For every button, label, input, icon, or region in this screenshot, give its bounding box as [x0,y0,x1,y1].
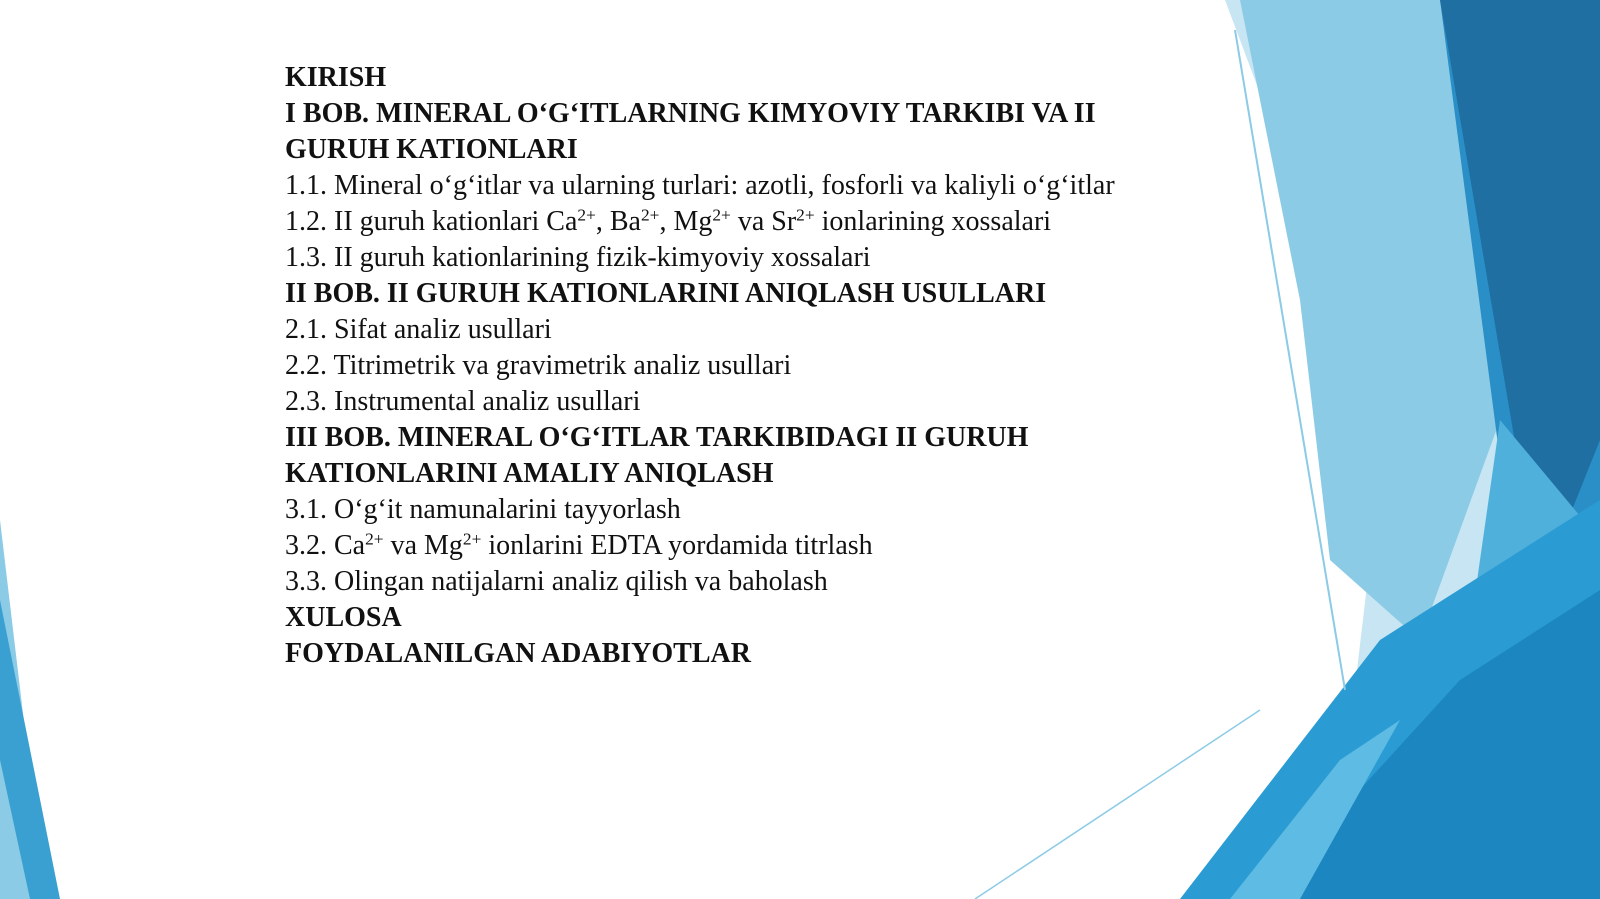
toc-section-1-1: 1.1. Mineral o‘g‘itlar va ularning turlari: azotli, fosforli va kaliyli o‘g‘itlar [285,170,1115,201]
toc-xulosa: XULOSA [285,602,402,633]
toc-references: FOYDALANILGAN ADABIYOTLAR [285,638,751,669]
toc-section-3-2-text: 3.2. Ca [285,530,366,561]
charge-superscript: 2+ [365,529,384,549]
charge-superscript: 2+ [577,205,596,225]
toc-chapter-2-title: II BOB. II GURUH KATIONLARINI ANIQLASH USULLARI [285,278,1047,309]
charge-superscript: 2+ [712,205,731,225]
toc-section-3-2 [285,528,1215,564]
toc-chapter-1-title-line-2: GURUH KATIONLARI [285,134,578,165]
toc-section-1-2-text: , Ba [595,206,641,237]
toc-chapter-3-title-line-1: III BOB. MINERAL O‘G‘ITLAR TARKIBIDAGI II GURUH [285,422,1029,453]
table-of-contents [285,60,1215,672]
charge-superscript: 2+ [796,205,815,225]
toc-chapter-1-title-line-1: I BOB. MINERAL O‘G‘ITLARNING KIMYOVIY TARKIBI VA II [285,98,1096,129]
toc-kirish: KIRISH [285,62,387,93]
toc-section-3-2-text: va Mg [383,530,463,561]
toc-section-1-2-text: , Mg [659,206,713,237]
toc-section-2-3: 2.3. Instrumental analiz usullari [285,386,641,417]
toc-section-3-2-text: ionlarini EDTA yordamida titrlash [481,530,873,561]
toc-chapter-3-title-line-2: KATIONLARINI AMALIY ANIQLASH [285,458,774,489]
toc-section-2-1: 2.1. Sifat analiz usullari [285,314,552,345]
toc-section-1-2 [285,204,1215,240]
toc-section-3-1: 3.1. O‘g‘it namunalarini tayyorlash [285,494,681,525]
charge-superscript: 2+ [462,529,482,549]
toc-section-3-3: 3.3. Olingan natijalarni analiz qilish va baholash [285,566,828,597]
charge-superscript: 2+ [640,205,660,225]
toc-section-1-2-text: 1.2. II guruh kationlari Ca [285,206,578,237]
toc-section-1-2-text: ionlarining xossalari [814,206,1052,237]
toc-section-1-2-text: va Sr [730,206,797,237]
toc-section-1-3: 1.3. II guruh kationlarining fizik-kimyoviy xossalari [285,242,871,273]
toc-section-2-2: 2.2. Titrimetrik va gravimetrik analiz usullari [285,350,792,381]
